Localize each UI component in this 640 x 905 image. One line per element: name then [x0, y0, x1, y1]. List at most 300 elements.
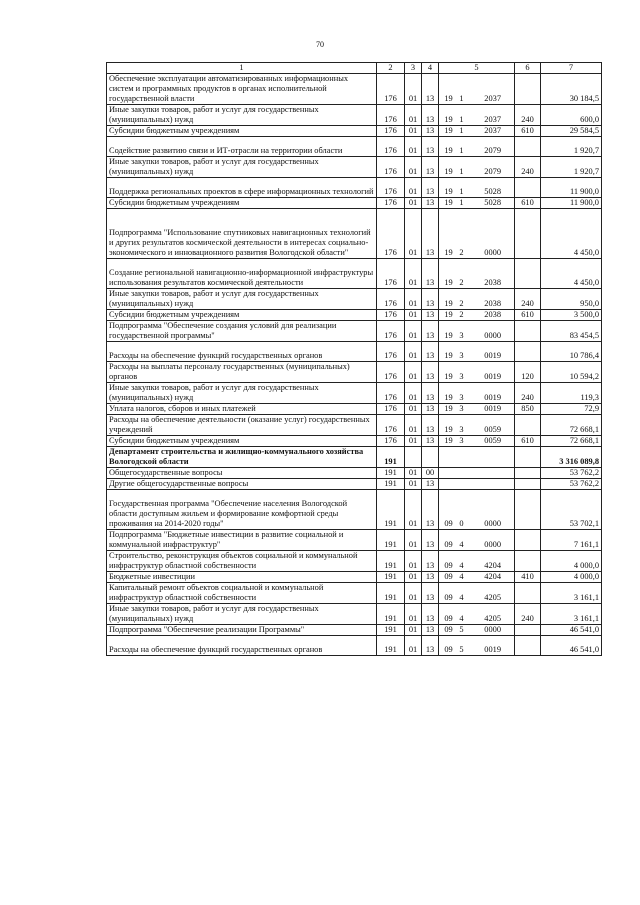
col-7-amount: 83 454,5 — [541, 321, 602, 342]
table-row — [107, 157, 602, 178]
col-5-direction: 2037 — [484, 126, 501, 135]
col-5-subprogram: 1 — [459, 115, 464, 124]
budget-table — [106, 62, 602, 656]
col-2-code: 191 — [377, 572, 405, 583]
col-3-code: 01 — [405, 157, 422, 178]
col-4-code: 13 — [422, 126, 439, 137]
table-row — [107, 572, 602, 583]
table-row — [107, 178, 602, 198]
table-row — [107, 383, 602, 404]
col-6-code: 610 — [515, 436, 541, 447]
row-name: Бюджетные инвестиции — [107, 572, 377, 583]
col-5-program: 19 — [444, 393, 453, 402]
col-5-direction: 0019 — [484, 404, 501, 413]
col-4-code: 13 — [422, 209, 439, 259]
table-row — [107, 74, 602, 105]
col-6-code: 240 — [515, 383, 541, 404]
col-4-code: 13 — [422, 636, 439, 656]
col-5-code — [439, 74, 515, 105]
col-2-code: 176 — [377, 74, 405, 105]
col-4-code: 13 — [422, 178, 439, 198]
row-name: Расходы на обеспечение функций государственных органов — [107, 636, 377, 656]
col-5-subprogram: 1 — [459, 126, 464, 135]
col-5-direction: 0000 — [484, 519, 501, 528]
col-4-code — [422, 447, 439, 468]
col-4-code: 13 — [422, 198, 439, 209]
col-5-code — [439, 436, 515, 447]
row-name: Создание региональной навигационно-информационной инфраструктуры использования результатов космической деятельности — [107, 259, 377, 289]
col-4-code: 13 — [422, 383, 439, 404]
col-2-code: 176 — [377, 137, 405, 157]
col-7-amount: 72,9 — [541, 404, 602, 415]
table-row — [107, 209, 602, 259]
col-4-code: 13 — [422, 74, 439, 105]
col-4-code: 13 — [422, 310, 439, 321]
col-5-code — [439, 415, 515, 436]
col-5-direction: 0019 — [484, 372, 501, 381]
col-6-code — [515, 551, 541, 572]
col-2-code: 176 — [377, 362, 405, 383]
col-5-code — [439, 636, 515, 656]
col-6-code — [515, 530, 541, 551]
col-7-amount: 11 900,0 — [541, 198, 602, 209]
table-row — [107, 137, 602, 157]
col-4-code: 13 — [422, 530, 439, 551]
col-7-amount: 46 541,0 — [541, 636, 602, 656]
row-name: Поддержка региональных проектов в сфере информационных технологий — [107, 178, 377, 198]
col-5-code — [439, 604, 515, 625]
col-5-subprogram: 3 — [459, 393, 464, 402]
table-row — [107, 198, 602, 209]
col-7-amount: 1 920,7 — [541, 137, 602, 157]
col-7-amount: 10 594,2 — [541, 362, 602, 383]
table-row — [107, 447, 602, 468]
col-7-amount: 53 762,2 — [541, 479, 602, 490]
col-2-code: 191 — [377, 468, 405, 479]
col-5-direction: 0019 — [484, 645, 501, 654]
col-5-code — [439, 342, 515, 362]
col-5-subprogram: 3 — [459, 404, 464, 413]
col-7-amount: 72 668,1 — [541, 436, 602, 447]
col-5-code — [439, 137, 515, 157]
col-6-code — [515, 636, 541, 656]
row-name: Иные закупки товаров, работ и услуг для государственных (муниципальных) нужд — [107, 105, 377, 126]
col-5-direction: 4205 — [484, 593, 501, 602]
col-5-subprogram: 2 — [459, 278, 464, 287]
table-row — [107, 490, 602, 530]
table-row — [107, 321, 602, 342]
col-6-code — [515, 479, 541, 490]
col-6-code — [515, 259, 541, 289]
table-row — [107, 479, 602, 490]
col-6-code — [515, 583, 541, 604]
col-2-code: 191 — [377, 447, 405, 468]
col-7-amount: 72 668,1 — [541, 415, 602, 436]
row-name: Обеспечение эксплуатации автоматизированных информационных систем и программных продуктов в органах исполнительной государственной власти — [107, 74, 377, 105]
col-2-code: 191 — [377, 530, 405, 551]
col-5-subprogram: 3 — [459, 436, 464, 445]
col-2-code: 176 — [377, 310, 405, 321]
row-name: Расходы на выплаты персоналу государственных (муниципальных) органов — [107, 362, 377, 383]
col-3-code: 01 — [405, 583, 422, 604]
col-5-direction: 0059 — [484, 425, 501, 434]
col-5-code — [439, 447, 515, 468]
col-4-code: 00 — [422, 468, 439, 479]
col-5-program: 19 — [444, 299, 453, 308]
col-5-direction: 0000 — [484, 625, 501, 634]
col-2-code: 176 — [377, 209, 405, 259]
col-3-code: 01 — [405, 490, 422, 530]
col-3-code: 01 — [405, 137, 422, 157]
header-row — [107, 63, 602, 74]
col-5-program: 19 — [444, 404, 453, 413]
table-row — [107, 126, 602, 137]
col-7-amount: 600,0 — [541, 105, 602, 126]
col-3-code: 01 — [405, 530, 422, 551]
col-5-direction: 2037 — [484, 115, 501, 124]
col-5-code — [439, 178, 515, 198]
col-5-program: 19 — [444, 248, 453, 257]
col-4-code: 13 — [422, 572, 439, 583]
col-6-code: 120 — [515, 362, 541, 383]
col-5-subprogram: 5 — [459, 645, 464, 654]
col-6-code: 610 — [515, 310, 541, 321]
col-7-amount: 10 786,4 — [541, 342, 602, 362]
col-5-code — [439, 490, 515, 530]
row-name: Иные закупки товаров, работ и услуг для государственных (муниципальных) нужд — [107, 604, 377, 625]
col-4-code: 13 — [422, 436, 439, 447]
table-row — [107, 551, 602, 572]
col-5-program: 19 — [444, 167, 453, 176]
col-4-code: 13 — [422, 321, 439, 342]
col-4-code: 13 — [422, 625, 439, 636]
col-6-code — [515, 342, 541, 362]
row-name: Содействие развитию связи и ИТ-отрасли на территории области — [107, 137, 377, 157]
table-row — [107, 310, 602, 321]
col-6-code: 610 — [515, 126, 541, 137]
row-name: Подпрограмма "Обеспечение реализации Программы" — [107, 625, 377, 636]
row-name: Общегосударственные вопросы — [107, 468, 377, 479]
table-row — [107, 583, 602, 604]
table-row — [107, 636, 602, 656]
table-row — [107, 342, 602, 362]
header-col-5: 5 — [439, 63, 515, 74]
col-2-code: 176 — [377, 404, 405, 415]
col-3-code: 01 — [405, 468, 422, 479]
col-5-code — [439, 209, 515, 259]
col-5-program: 19 — [444, 94, 453, 103]
col-6-code: 610 — [515, 198, 541, 209]
col-5-code — [439, 551, 515, 572]
col-5-subprogram: 1 — [459, 198, 464, 207]
col-5-code — [439, 530, 515, 551]
row-name: Подпрограмма "Обеспечение создания условий для реализации государственной программы" — [107, 321, 377, 342]
row-name: Субсидии бюджетным учреждениям — [107, 198, 377, 209]
col-5-program: 09 — [444, 614, 453, 623]
col-5-subprogram: 3 — [459, 425, 464, 434]
col-5-direction: 0059 — [484, 436, 501, 445]
col-5-direction: 0019 — [484, 393, 501, 402]
table-row — [107, 105, 602, 126]
col-5-subprogram: 1 — [459, 94, 464, 103]
col-5-code — [439, 310, 515, 321]
col-2-code: 191 — [377, 479, 405, 490]
row-name: Субсидии бюджетным учреждениям — [107, 310, 377, 321]
row-name: Строительство, реконструкция объектов социальной и коммунальной инфраструктур областной собственности — [107, 551, 377, 572]
col-2-code: 176 — [377, 289, 405, 310]
col-5-subprogram: 0 — [459, 519, 464, 528]
col-7-amount: 3 161,1 — [541, 604, 602, 625]
col-5-direction: 0019 — [484, 351, 501, 360]
table-row — [107, 604, 602, 625]
row-name: Другие общегосударственные вопросы — [107, 479, 377, 490]
col-6-code — [515, 321, 541, 342]
col-3-code: 01 — [405, 321, 422, 342]
col-7-amount: 11 900,0 — [541, 178, 602, 198]
col-6-code: 240 — [515, 289, 541, 310]
col-5-direction: 2038 — [484, 310, 501, 319]
col-5-direction: 4204 — [484, 572, 501, 581]
col-6-code — [515, 490, 541, 530]
col-5-subprogram: 5 — [459, 625, 464, 634]
col-5-direction: 5028 — [484, 187, 501, 196]
row-name: Иные закупки товаров, работ и услуг для государственных (муниципальных) нужд — [107, 289, 377, 310]
col-7-amount: 4 000,0 — [541, 572, 602, 583]
col-5-program: 19 — [444, 146, 453, 155]
table-row — [107, 362, 602, 383]
row-name: Департамент строительства и жилищно-коммунального хозяйства Вологодской области — [107, 447, 377, 468]
col-5-program: 19 — [444, 198, 453, 207]
col-5-program: 09 — [444, 625, 453, 634]
col-2-code: 191 — [377, 551, 405, 572]
col-5-program: 19 — [444, 351, 453, 360]
col-5-subprogram: 4 — [459, 614, 464, 623]
header-col-2: 2 — [377, 63, 405, 74]
col-7-amount: 4 450,0 — [541, 259, 602, 289]
col-5-program: 19 — [444, 278, 453, 287]
row-name: Подпрограмма "Использование спутниковых навигационных технологий и других результатов космической деятельности в интересах социально-экономического и инновационного развития Вологодской области" — [107, 209, 377, 259]
col-5-code — [439, 126, 515, 137]
col-5-code — [439, 105, 515, 126]
col-5-subprogram: 3 — [459, 351, 464, 360]
col-7-amount: 950,0 — [541, 289, 602, 310]
row-name: Расходы на обеспечение функций государственных органов — [107, 342, 377, 362]
col-2-code: 176 — [377, 259, 405, 289]
col-5-subprogram: 2 — [459, 310, 464, 319]
col-2-code: 176 — [377, 198, 405, 209]
col-3-code: 01 — [405, 289, 422, 310]
col-2-code: 176 — [377, 178, 405, 198]
col-5-direction: 0000 — [484, 248, 501, 257]
col-5-subprogram: 1 — [459, 187, 464, 196]
col-5-code — [439, 198, 515, 209]
col-5-subprogram: 4 — [459, 540, 464, 549]
col-4-code: 13 — [422, 479, 439, 490]
col-2-code: 176 — [377, 436, 405, 447]
table-body — [107, 74, 602, 656]
col-4-code: 13 — [422, 604, 439, 625]
col-5-subprogram: 4 — [459, 572, 464, 581]
col-5-program: 19 — [444, 372, 453, 381]
col-4-code: 13 — [422, 362, 439, 383]
col-5-program: 19 — [444, 331, 453, 340]
col-5-subprogram: 1 — [459, 167, 464, 176]
col-5-direction: 5028 — [484, 198, 501, 207]
col-3-code: 01 — [405, 362, 422, 383]
col-3-code: 01 — [405, 604, 422, 625]
col-7-amount: 29 584,5 — [541, 126, 602, 137]
col-3-code: 01 — [405, 383, 422, 404]
col-3-code: 01 — [405, 126, 422, 137]
col-4-code: 13 — [422, 551, 439, 572]
col-2-code: 176 — [377, 157, 405, 178]
col-3-code: 01 — [405, 198, 422, 209]
col-7-amount: 3 316 089,8 — [541, 447, 602, 468]
col-5-code — [439, 259, 515, 289]
col-4-code: 13 — [422, 415, 439, 436]
col-4-code: 13 — [422, 105, 439, 126]
table-row — [107, 259, 602, 289]
col-7-amount: 30 184,5 — [541, 74, 602, 105]
col-5-program: 19 — [444, 187, 453, 196]
col-7-amount: 3 500,0 — [541, 310, 602, 321]
col-5-direction: 0000 — [484, 540, 501, 549]
col-3-code: 01 — [405, 342, 422, 362]
col-5-code — [439, 468, 515, 479]
col-3-code: 01 — [405, 209, 422, 259]
col-5-direction: 2038 — [484, 278, 501, 287]
col-4-code: 13 — [422, 490, 439, 530]
col-2-code: 176 — [377, 105, 405, 126]
col-6-code: 850 — [515, 404, 541, 415]
col-5-code — [439, 362, 515, 383]
col-6-code: 410 — [515, 572, 541, 583]
col-5-program: 19 — [444, 436, 453, 445]
row-name: Расходы на обеспечение деятельности (оказание услуг) государственных учреждений — [107, 415, 377, 436]
row-name: Уплата налогов, сборов и иных платежей — [107, 404, 377, 415]
col-5-code — [439, 321, 515, 342]
row-name: Субсидии бюджетным учреждениям — [107, 436, 377, 447]
col-2-code: 191 — [377, 604, 405, 625]
row-name: Капитальный ремонт объектов социальной и коммунальной инфраструктур областной собственности — [107, 583, 377, 604]
header-col-1: 1 — [107, 63, 377, 74]
col-6-code — [515, 625, 541, 636]
col-6-code — [515, 178, 541, 198]
table-row — [107, 289, 602, 310]
col-5-code — [439, 383, 515, 404]
table-row — [107, 436, 602, 447]
col-2-code: 176 — [377, 321, 405, 342]
header-col-7: 7 — [541, 63, 602, 74]
col-5-subprogram: 2 — [459, 299, 464, 308]
col-2-code: 176 — [377, 383, 405, 404]
col-7-amount: 4 000,0 — [541, 551, 602, 572]
col-5-code — [439, 157, 515, 178]
col-2-code: 176 — [377, 342, 405, 362]
col-5-subprogram: 3 — [459, 372, 464, 381]
col-7-amount: 7 161,1 — [541, 530, 602, 551]
col-6-code — [515, 415, 541, 436]
col-6-code — [515, 137, 541, 157]
col-7-amount: 53 702,1 — [541, 490, 602, 530]
col-5-code — [439, 404, 515, 415]
col-5-direction: 2037 — [484, 94, 501, 103]
col-3-code: 01 — [405, 551, 422, 572]
table-row — [107, 415, 602, 436]
col-5-subprogram: 4 — [459, 561, 464, 570]
col-3-code — [405, 447, 422, 468]
col-3-code: 01 — [405, 636, 422, 656]
col-4-code: 13 — [422, 342, 439, 362]
col-4-code: 13 — [422, 289, 439, 310]
col-6-code — [515, 209, 541, 259]
row-name: Субсидии бюджетным учреждениям — [107, 126, 377, 137]
col-4-code: 13 — [422, 404, 439, 415]
col-3-code: 01 — [405, 572, 422, 583]
col-7-amount: 1 920,7 — [541, 157, 602, 178]
col-7-amount: 4 450,0 — [541, 209, 602, 259]
col-6-code — [515, 447, 541, 468]
col-7-amount: 119,3 — [541, 383, 602, 404]
row-name: Государственная программа "Обеспечение населения Вологодской области доступным жильем и формирование комфортной среды проживания на 2014-2020 годы" — [107, 490, 377, 530]
col-5-subprogram: 3 — [459, 331, 464, 340]
col-2-code: 191 — [377, 490, 405, 530]
col-5-direction: 2079 — [484, 167, 501, 176]
table-row — [107, 625, 602, 636]
col-5-code — [439, 583, 515, 604]
col-5-direction: 2038 — [484, 299, 501, 308]
col-6-code: 240 — [515, 157, 541, 178]
col-4-code: 13 — [422, 583, 439, 604]
col-5-direction: 4205 — [484, 614, 501, 623]
col-2-code: 191 — [377, 625, 405, 636]
col-3-code: 01 — [405, 74, 422, 105]
col-5-direction: 0000 — [484, 331, 501, 340]
col-5-code — [439, 625, 515, 636]
table-row — [107, 468, 602, 479]
col-3-code: 01 — [405, 404, 422, 415]
row-name: Иные закупки товаров, работ и услуг для государственных (муниципальных) нужд — [107, 157, 377, 178]
col-5-program: 19 — [444, 310, 453, 319]
col-5-program: 09 — [444, 593, 453, 602]
col-2-code: 176 — [377, 415, 405, 436]
header-col-4: 4 — [422, 63, 439, 74]
col-5-subprogram: 4 — [459, 593, 464, 602]
col-3-code: 01 — [405, 310, 422, 321]
col-3-code: 01 — [405, 415, 422, 436]
col-5-code — [439, 289, 515, 310]
col-5-program: 19 — [444, 115, 453, 124]
col-3-code: 01 — [405, 105, 422, 126]
col-5-subprogram: 2 — [459, 248, 464, 257]
header-col-3: 3 — [405, 63, 422, 74]
col-7-amount: 53 762,2 — [541, 468, 602, 479]
col-2-code: 176 — [377, 126, 405, 137]
col-5-program: 09 — [444, 540, 453, 549]
table-row — [107, 404, 602, 415]
col-5-subprogram: 1 — [459, 146, 464, 155]
col-5-program: 19 — [444, 425, 453, 434]
col-5-program: 09 — [444, 519, 453, 528]
col-5-direction: 2079 — [484, 146, 501, 155]
header-col-6: 6 — [515, 63, 541, 74]
page-number: 70 — [316, 40, 324, 49]
col-2-code: 191 — [377, 583, 405, 604]
col-3-code: 01 — [405, 178, 422, 198]
col-7-amount: 46 541,0 — [541, 625, 602, 636]
col-6-code — [515, 74, 541, 105]
col-5-code — [439, 479, 515, 490]
